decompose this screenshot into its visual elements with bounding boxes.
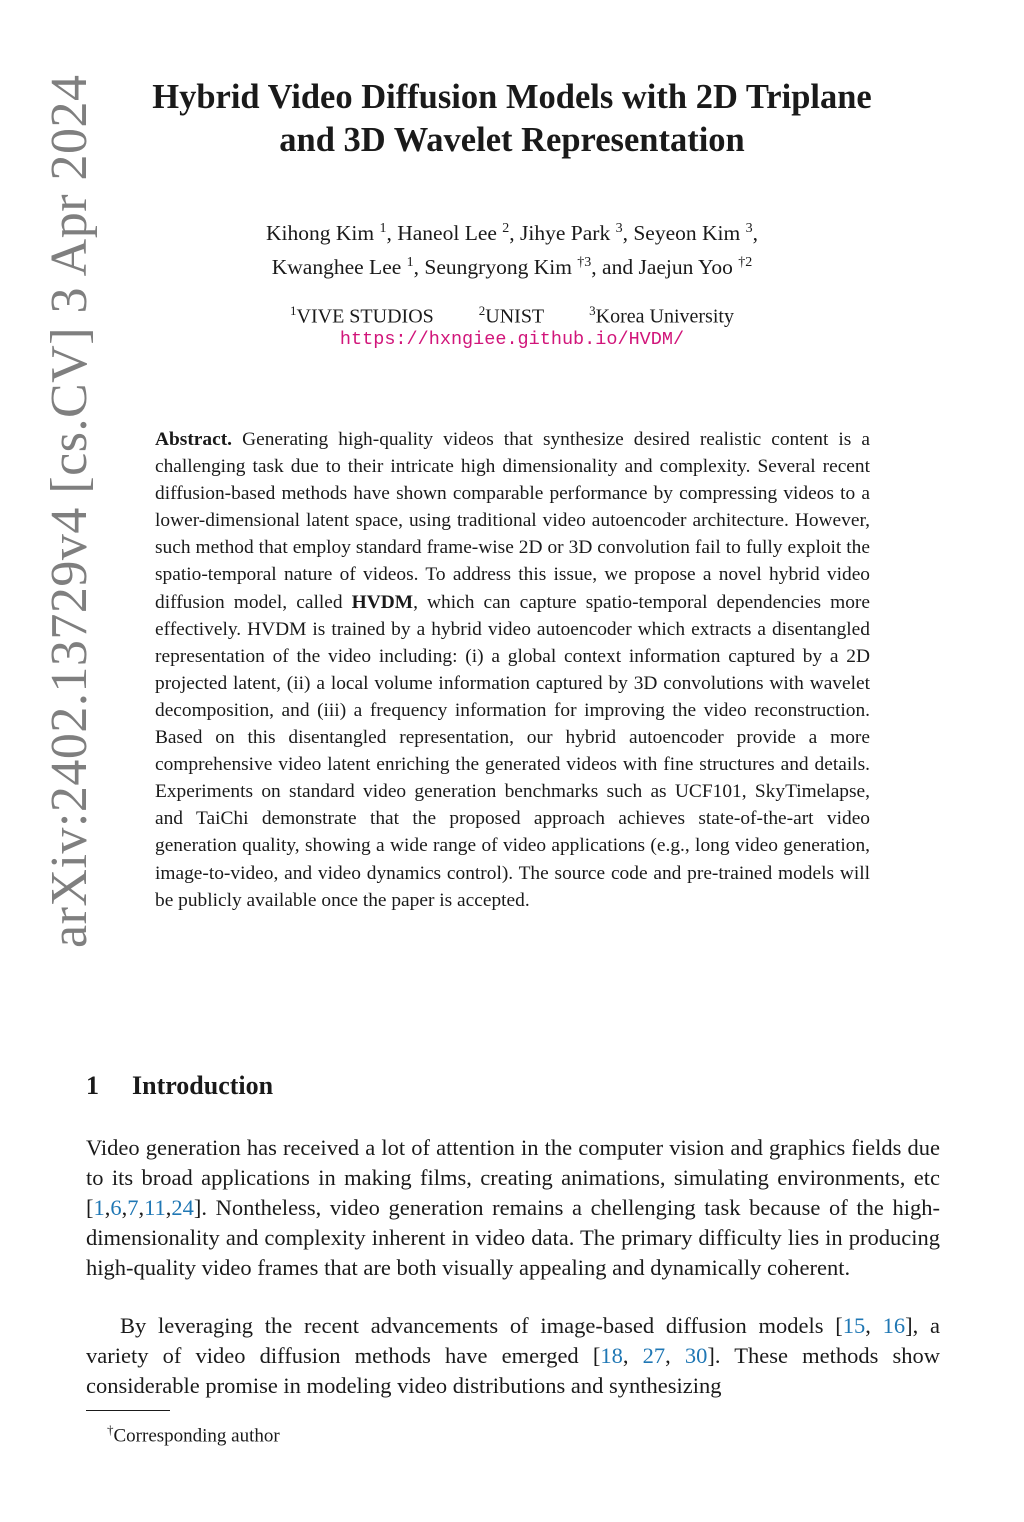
affiliation [290, 298, 434, 330]
affiliations [100, 298, 924, 330]
footnote-mark: † [107, 1422, 114, 1437]
affiliation-number: 1 [290, 303, 297, 318]
abstract [155, 426, 870, 914]
citation-link[interactable]: 27 [642, 1343, 666, 1368]
author-affil-mark: 1 [406, 255, 414, 271]
affiliation [479, 298, 544, 330]
author-affil-mark: 2 [502, 221, 510, 236]
affiliation-name: Korea University [595, 305, 734, 328]
abstract-label: Abstract. [155, 429, 233, 450]
citation-link[interactable]: 6 [110, 1195, 122, 1220]
author: Seungryong Kim [424, 255, 572, 280]
author-separator: , [752, 221, 758, 246]
title-line-1: Hybrid Video Diffusion Models with 2D Triplane [152, 78, 872, 116]
citation-link[interactable]: 24 [171, 1195, 194, 1220]
author-separator: , [386, 221, 398, 246]
author: Seyeon Kim [633, 221, 741, 246]
paragraph-text: Video generation has received a lot of attention in the computer vision and graphics fields due to its broad applications in making films, creating animations, simulating environments, etc [ [86, 1135, 940, 1220]
author-affil-mark: †3 [577, 255, 592, 271]
author-separator: , [413, 255, 425, 280]
author: Kwanghee Lee [271, 255, 402, 280]
abstract-bold-term: HVDM [351, 591, 414, 613]
abstract-text: Generating high-quality videos that synthesize desired realistic content is a challenging task due to their intricate high dimensionality and complexity. Several recent diffusion-based methods have shown comparable performance by compressing videos to a lower-dimensional latent space, using traditional video autoencoder architecture. However, such method that employ standard frame-wise 2D or 3D convolution fail to fully exploit the spatio-temporal nature of videos. To address this issue, we propose a novel hybrid video diffusion model, called [155, 429, 870, 613]
author: Kihong Kim [266, 221, 375, 246]
author-separator: , [622, 221, 634, 246]
citation-link[interactable]: 16 [882, 1313, 906, 1338]
affiliation-name: VIVE STUDIOS [296, 305, 434, 328]
citation-link[interactable]: 7 [127, 1195, 139, 1220]
footnote [107, 1418, 280, 1448]
section-number: 1 [86, 1071, 99, 1100]
citation-link[interactable]: 15 [842, 1313, 866, 1338]
intro-paragraph-2: By leveraging the recent advancements of image-based diffusion models [15, 16], a variety of video diffusion methods have emerged [18, 27, 30]. These methods show considerable promise in modeling video distributions and synthesizing [86, 1313, 941, 1398]
section-title: Introduction [132, 1071, 274, 1100]
section-heading [86, 1068, 273, 1104]
author: Haneol Lee [397, 221, 497, 246]
author-affil-mark: 3 [745, 221, 753, 236]
affiliation [589, 298, 734, 330]
footnote-text: Corresponding author [113, 1425, 280, 1447]
author-affil-mark: 3 [615, 221, 623, 236]
intro-paragraph-1: Video generation has received a lot of attention in the computer vision and graphics fields due to its broad applications in making films, creating animations, simulating environments, etc [1,6,7,11,24]. Nontheless, video generation remains a chellenging task because of the high-dimensionality and complexity inherent in video data. The primary difficulty lies in producing high-quality video frames that are both visually appealing and dynamically coherent. [86, 1135, 940, 1280]
arxiv-identifier: arXiv:2402.13729v4 [cs.CV] 3 Apr 2024 [41, 74, 98, 948]
affiliation-number: 2 [478, 303, 486, 318]
paragraph-text: ]. These methods show considerable promise in modeling video distributions and synthesizing [86, 1343, 941, 1398]
citation-link[interactable]: 18 [600, 1343, 623, 1368]
paragraph-text: By leveraging the recent advancements of image-based diffusion models [ [120, 1313, 843, 1338]
author-affil-mark: 1 [379, 221, 387, 236]
author: Jaejun Yoo [638, 255, 733, 280]
author-affil-mark: †2 [738, 255, 753, 271]
affiliation-number: 3 [589, 303, 596, 318]
project-url-link[interactable]: https://hxngiee.github.io/HVDM/ [339, 329, 685, 350]
affiliation-name: UNIST [485, 305, 545, 328]
footnote-rule [86, 1410, 170, 1411]
citation-link[interactable]: 1 [93, 1195, 105, 1220]
abstract-text: , which can capture spatio-temporal dependencies more effectively. HVDM is trained by a hybrid video autoencoder which extracts a disentangled representation of the video including: (i) a global context information captured by a 2D projected latent, (ii) a local volume information captured by 3D convolutions with wavelet decomposition, and (iii) a frequency information for improving the video reconstruction. Based on this disentangled representation, our hybrid autoencoder provide a more comprehensive video latent enriching the generated videos with fine structures and details. Experiments on standard video generation benchmarks such as UCF101, SkyTimelapse, and TaiChi demonstrate that the proposed approach achieves state-of-the-art video generation quality, showing a wide range of video applications (e.g., long video generation, image-to-video, and video dynamics control). The source code and pre-trained models will be publicly available once the paper is accepted. [155, 591, 870, 911]
citation-link[interactable]: 11 [144, 1195, 166, 1220]
paragraph-text: ]. Nontheless, video generation remains a chellenging task because of the high-dimensionality and complexity inherent in video data. The primary difficulty lies in producing high-quality video frames that are both visually appealing and dynamically coherent. [86, 1195, 940, 1280]
title-line-2: and 3D Wavelet Representation [279, 121, 745, 159]
paragraph-text: ], a variety of video diffusion methods have emerged [ [86, 1313, 940, 1368]
author-list [100, 214, 924, 282]
author-separator: , [509, 221, 521, 246]
paper-title [80, 76, 944, 162]
citation-link[interactable]: 30 [684, 1343, 708, 1368]
author-separator: , and [591, 255, 639, 280]
author: Jihye Park [520, 221, 611, 246]
